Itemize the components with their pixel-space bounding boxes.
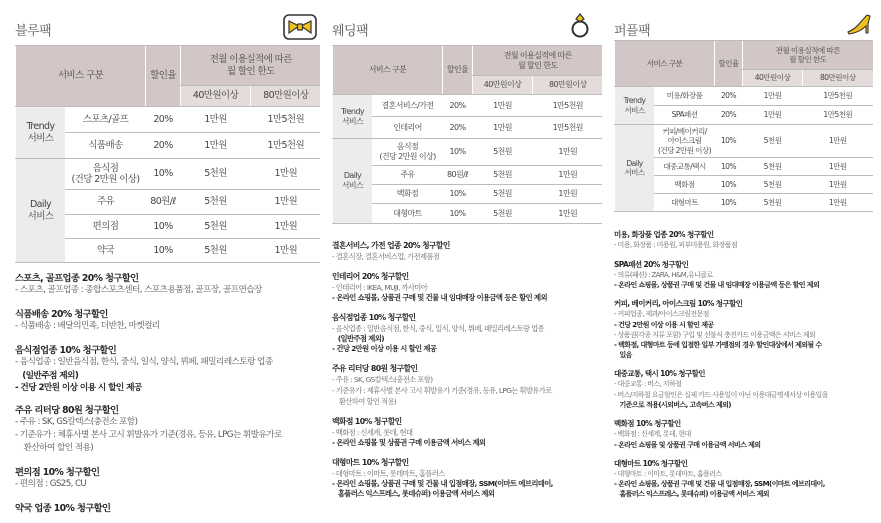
benefit-detail: - 음식업종 : 일반음식점, 한식, 중식, 일식, 양식, 뷔페, 패밀리레스토랑 업종	[15, 357, 273, 367]
benefit-detail: - 스포츠, 골프업종 : 종합스포츠센터, 스포츠용품점, 골프장, 골프연습장	[15, 285, 262, 295]
row-name: 대중교통/택시	[655, 158, 715, 176]
benefit-detail: - 건당 2만원 이상 이용 시 할인 제공	[614, 320, 714, 329]
purple-pack-title: 퍼플팩	[614, 24, 651, 39]
benefit-detail: (일반주점 제외)	[332, 334, 384, 343]
header-80: 80만원이상	[251, 86, 321, 107]
row-rate: 10%	[146, 215, 181, 239]
header-rate: 할인율	[443, 46, 473, 95]
benefit-detail: - 식품배송 : 배달의민족, 더반찬, 마켓컬리	[15, 321, 160, 331]
group-daily: Daily 서비스	[333, 139, 373, 224]
row-name: 결혼서비스/가전	[373, 95, 443, 117]
wedding-pack-title: 웨딩팩	[332, 24, 369, 39]
benefit-detail: - 백화점 : 신세계, 롯데, 현대	[614, 430, 691, 438]
row-name: SPA패션	[655, 106, 715, 125]
benefit-detail: - 기준유가 : 제휴사별 본사 고시 휘발유가 기준(경유, 등유, LPG는 휘발유가로	[332, 386, 552, 395]
benefit-detail: - 백화점, 대형마트 등에 입점한 일부 가맹점의 경우 할인대상에서 제외될 수	[614, 341, 822, 349]
benefit-detail: - 커피업종, 제과/아이스크림전문점	[614, 310, 709, 318]
row-name: 커피/베이커리/ 아이스크림 (건당 2만원 이상)	[655, 125, 715, 158]
high-heel-icon	[846, 12, 872, 36]
group-daily: Daily 서비스	[615, 125, 655, 212]
row-rate: 20%	[443, 117, 473, 139]
benefit-detail: 있음	[614, 351, 632, 359]
benefit-detail: - 온라인 쇼핑몰 및 상품권 구매 이용금액 서비스 제외	[614, 440, 761, 449]
row-rate: 10%	[443, 139, 473, 166]
row-limit-80: 1만원	[533, 185, 603, 204]
benefit-heading: 결혼서비스, 가전 업종 20% 청구할인	[332, 241, 450, 250]
row-limit-80: 1만원	[533, 204, 603, 224]
benefit-heading: SPA패션 20% 청구할인	[614, 259, 689, 269]
row-limit-80: 1만5천원	[803, 106, 873, 125]
header-limit: 전월 이용실적에 따른 월 할인 한도	[743, 41, 873, 70]
row-name: 미용/화장품	[655, 87, 715, 106]
benefit-detail: - 백화점 : 신세계, 롯데, 현대	[332, 428, 413, 437]
benefit-detail: 환산하여 할인 적용)	[15, 443, 94, 453]
row-name: 주유	[373, 166, 443, 185]
row-rate: 10%	[715, 194, 743, 212]
benefit-heading: 미용, 화장품 업종 20% 청구할인	[614, 230, 714, 239]
row-limit-80: 1만원	[803, 194, 873, 212]
row-limit-40: 1만원	[473, 117, 533, 139]
row-rate: 20%	[715, 87, 743, 106]
row-limit-80: 1만원	[803, 125, 873, 158]
row-limit-40: 5천원	[743, 194, 803, 212]
benefit-detail: (일반주점 제외)	[15, 371, 79, 381]
benefit-heading: 인테리어 20% 청구할인	[332, 272, 409, 281]
benefit-detail: - 건당 2만원 이상 이용 시 할인 제공	[332, 344, 437, 353]
benefit-heading: 스포츠, 골프업종 20% 청구할인	[15, 273, 139, 284]
bowtie-icon	[283, 14, 317, 40]
benefit-detail: - 건당 2만원 이상 이용 시 할인 제공	[15, 383, 142, 393]
benefit-detail: 환산하여 할인 적용)	[332, 397, 397, 406]
ring-icon	[569, 12, 591, 38]
benefit-heading: 약국 업종 10% 청구할인	[15, 503, 111, 514]
benefit-detail: - 인테리어 : IKEA, MUJI, 까사미아	[332, 283, 428, 292]
header-80: 80만원이상	[803, 70, 873, 87]
row-rate: 10%	[146, 159, 181, 190]
row-limit-80: 1만5천원	[533, 117, 603, 139]
row-name: 스포츠/골프	[66, 107, 146, 133]
benefit-detail: - 주유 : SK, GS칼텍스(충전소 포함)	[332, 375, 433, 384]
benefit-detail: - 온라인 쇼핑몰, 상품권 구매 및 건물 내 입점매장, SSM(이마트 에브리데이,	[332, 479, 553, 488]
benefit-detail: - 음식업종 : 일반음식점, 한식, 중식, 일식, 양식, 뷔페, 패밀리레스토랑 업종	[332, 324, 544, 333]
row-limit-40: 1만원	[743, 106, 803, 125]
row-rate: 10%	[715, 125, 743, 158]
benefit-heading: 음식점업종 10% 청구할인	[332, 313, 416, 322]
purple-pack-notes	[614, 229, 828, 499]
benefit-detail: - 온라인 쇼핑몰, 상품권 구매 및 건물 내 입점매장, SSM(이마트 에브리데이,	[614, 480, 825, 488]
row-limit-40: 5천원	[473, 204, 533, 224]
header-service: 서비스 구분	[16, 46, 146, 107]
row-limit-80: 1만원	[533, 166, 603, 185]
row-limit-80: 1만5천원	[803, 87, 873, 106]
row-limit-40: 5천원	[473, 166, 533, 185]
header-40: 40만원이상	[473, 76, 533, 95]
row-limit-40: 5천원	[181, 190, 251, 215]
benefit-detail: - 기준유가 : 체휴사별 본사 고시 휘발유가 기준(경유, 등유, LPG는 휘발유가로	[15, 430, 282, 440]
row-limit-40: 1만원	[473, 95, 533, 117]
header-rate: 할인율	[146, 46, 181, 107]
row-name: 대형마트	[655, 194, 715, 212]
benefit-detail: - 대중교통 : 버스, 지하철	[614, 380, 682, 388]
row-limit-40: 5천원	[743, 176, 803, 194]
row-rate: 80원/ℓ	[443, 166, 473, 185]
benefit-detail: 홈플러스 익스프레스, 롯데슈퍼) 이용금액 서비스 제외	[614, 490, 769, 498]
header-40: 40만원이상	[181, 86, 251, 107]
row-name: 약국	[66, 239, 146, 263]
blue-pack-title: 블루팩	[15, 24, 52, 39]
row-name: 백화점	[373, 185, 443, 204]
group-daily: Daily 서비스	[16, 159, 66, 263]
row-limit-40: 1만원	[181, 107, 251, 133]
benefit-detail: - 온라인 쇼핑몰, 상품권 구매 및 건물 내 임대매장 이용금액 등은 할인 제외	[332, 293, 547, 302]
benefit-heading: 백화점 10% 청구할인	[614, 419, 681, 428]
benefit-heading: 백화점 10% 청구할인	[332, 417, 402, 426]
row-rate: 10%	[715, 176, 743, 194]
row-name: 편의점	[66, 215, 146, 239]
row-limit-40: 1만원	[181, 133, 251, 159]
purple-pack-section	[614, 0, 874, 523]
wedding-pack-table	[332, 45, 602, 224]
benefit-heading: 대중교통, 택시 10% 청구할인	[614, 369, 705, 378]
row-limit-40: 5천원	[181, 159, 251, 190]
blue-pack-section	[15, 0, 320, 523]
row-limit-40: 1만원	[743, 87, 803, 106]
benefit-heading: 편의점 10% 청구할인	[15, 467, 100, 478]
benefit-detail: 기준으로 적용(시외버스, 고속버스 제외)	[614, 401, 731, 409]
benefit-heading: 대형마트 10% 청구할인	[614, 458, 688, 468]
benefit-detail: - 온라인 쇼핑몰 및 상품권 구매 이용금액 서비스 제외	[332, 438, 486, 447]
benefit-heading: 주유 리터당 80원 청구할인	[15, 405, 119, 416]
benefit-heading: 커피, 베이커리, 아이스크림 10% 청구할인	[614, 299, 743, 308]
benefit-detail: 홈플러스 익스프레스, 롯데슈퍼) 이용금액 서비스 제외	[332, 489, 495, 498]
row-rate: 10%	[715, 158, 743, 176]
benefit-heading: 식품배송 20% 청구할인	[15, 309, 108, 320]
header-80: 80만원이상	[533, 76, 603, 95]
row-limit-80: 1만원	[251, 159, 321, 190]
row-rate: 20%	[443, 95, 473, 117]
row-name: 음식점 (건당 2만원 이상)	[373, 139, 443, 166]
row-rate: 10%	[443, 185, 473, 204]
row-name: 식품배송	[66, 133, 146, 159]
row-rate: 10%	[146, 239, 181, 263]
benefit-detail: - 주유 : SK, GS칼텍스(충전소 포함)	[15, 417, 138, 427]
row-name: 주유	[66, 190, 146, 215]
row-limit-40: 5천원	[181, 239, 251, 263]
row-limit-40: 5천원	[181, 215, 251, 239]
row-name: 인테리어	[373, 117, 443, 139]
row-limit-80: 1만5천원	[251, 107, 321, 133]
benefit-detail: - 편의점 : GS25, CU	[15, 479, 87, 489]
header-rate: 할인율	[715, 41, 743, 87]
benefit-detail: - 대형마트 : 이마트, 롯데마트, 홈플러스	[332, 469, 445, 478]
row-limit-80: 1만원	[251, 215, 321, 239]
row-limit-80: 1만원	[803, 158, 873, 176]
header-limit: 전월 이용실적에 따른 월 할인 한도	[181, 46, 321, 86]
benefit-detail: - 의류(패션) : ZARA, H&M,유니클로	[614, 270, 713, 279]
row-limit-80: 1만원	[533, 139, 603, 166]
wedding-pack-notes	[332, 240, 553, 499]
benefit-detail: - 결혼식장, 결혼서비스업, 가전제품점	[332, 252, 440, 261]
benefit-detail: - 온라인 쇼핑몰, 상품권 구매 및 건물 내 임대매장 이용금액 등은 할인 제외	[614, 281, 820, 289]
blue-pack-notes	[15, 270, 282, 514]
row-limit-80: 1만원	[803, 176, 873, 194]
group-trendy: Trendy 서비스	[16, 107, 66, 159]
row-limit-40: 5천원	[743, 158, 803, 176]
benefit-detail: - 미용, 화장품 : 미용원, 피부미용원, 화장품점	[614, 241, 738, 249]
benefit-heading: 음식점업종 10% 청구할인	[15, 345, 117, 356]
benefit-detail: - 버스/지하철 요금할인은 실제 카드 사용일이 아닌 이용대금명세서상 이용일을	[614, 390, 828, 399]
header-service: 서비스 구분	[333, 46, 443, 95]
row-rate: 20%	[715, 106, 743, 125]
row-limit-40: 5천원	[473, 139, 533, 166]
benefit-heading: 대형마트 10% 청구할인	[332, 458, 409, 467]
header-limit: 전월 이용실적에 따른 월 할인 한도	[473, 46, 603, 76]
row-limit-80: 1만5천원	[251, 133, 321, 159]
benefit-detail: - 상품권(각종 지류 포함) 구입 및 선불식 충전카드 이용금액은 서비스 제외	[614, 330, 816, 339]
row-limit-40: 5천원	[473, 185, 533, 204]
row-name: 대형마트	[373, 204, 443, 224]
benefit-heading: 주유 리터당 80원 청구할인	[332, 364, 418, 373]
row-rate: 20%	[146, 133, 181, 159]
group-trendy: Trendy 서비스	[333, 95, 373, 139]
header-service: 서비스 구분	[615, 41, 715, 87]
group-trendy: Trendy 서비스	[615, 87, 655, 125]
row-name: 백화점	[655, 176, 715, 194]
row-limit-80: 1만원	[251, 190, 321, 215]
row-limit-80: 1만원	[251, 239, 321, 263]
header-40: 40만원이상	[743, 70, 803, 87]
purple-pack-table	[614, 40, 873, 212]
blue-pack-table	[15, 45, 320, 263]
benefit-detail: - 대형마트 : 이마트, 롯데마트, 홈플러스	[614, 469, 722, 478]
row-name: 음식점 (건당 2만원 이상)	[66, 159, 146, 190]
row-limit-40: 5천원	[743, 125, 803, 158]
row-rate: 20%	[146, 107, 181, 133]
row-limit-80: 1만5천원	[533, 95, 603, 117]
row-rate: 10%	[443, 204, 473, 224]
row-rate: 80원/ℓ	[146, 190, 181, 215]
wedding-pack-section	[332, 0, 602, 523]
